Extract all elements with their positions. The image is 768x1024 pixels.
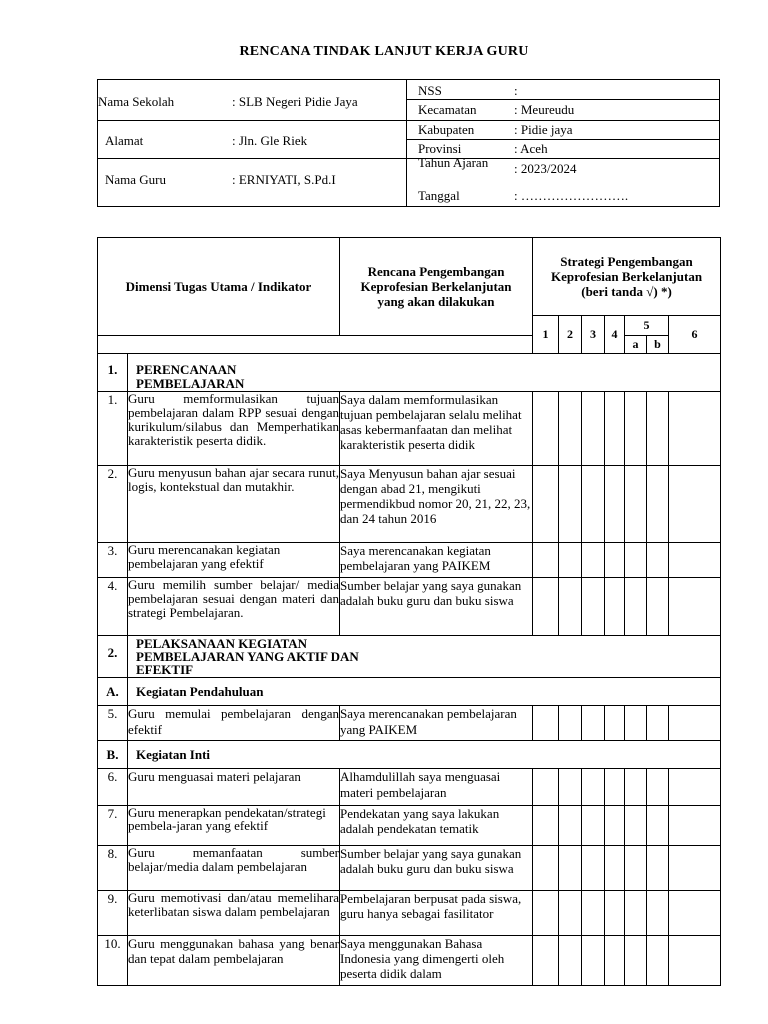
rencana-cell: Pendekatan yang saya lakukan adalah pendekatan tematik — [340, 806, 533, 846]
indikator-cell: Guru menyusun bahan ajar secara runut, logis, kontekstual dan mutakhir. — [128, 466, 340, 543]
check-cell-6[interactable] — [669, 578, 721, 636]
check-cell-3[interactable] — [582, 936, 605, 986]
check-cell-5b[interactable] — [647, 891, 669, 936]
check-cell-5b[interactable] — [647, 806, 669, 846]
nss-label: NSS — [418, 83, 442, 98]
subsection-letter: B. — [98, 741, 128, 769]
check-cell-4[interactable] — [605, 891, 625, 936]
check-cell-6[interactable] — [669, 806, 721, 846]
nss-value: : — [514, 83, 518, 98]
header-dimensi: Dimensi Tugas Utama / Indikator — [98, 238, 340, 336]
tahun-ajaran-value: : 2023/2024 — [514, 161, 577, 176]
tahun-ajaran-label: Tahun Ajaran — [418, 155, 489, 170]
provinsi-label: Provinsi — [418, 141, 462, 156]
tanggal-value: : ……………………. — [514, 188, 629, 203]
check-cell-1[interactable] — [533, 578, 559, 636]
check-cell-4[interactable] — [605, 578, 625, 636]
section-row — [98, 636, 721, 678]
table-row — [98, 392, 721, 466]
indikator-cell: Guru memilih sumber belajar/ media pembelajaran sesuai dengan materi dan strategi Pembelajaran. — [128, 578, 340, 636]
check-cell-2[interactable] — [559, 891, 582, 936]
plan-table — [97, 237, 721, 986]
check-cell-5a[interactable] — [625, 706, 647, 741]
indikator-cell: Guru memanfaatan sumber belajar/media dalam pembelajaran — [128, 846, 340, 891]
provinsi-value: : Aceh — [514, 141, 548, 156]
check-cell-6[interactable] — [669, 466, 721, 543]
check-cell-5a[interactable] — [625, 769, 647, 806]
check-cell-3[interactable] — [582, 846, 605, 891]
row-number: 6. — [98, 769, 128, 806]
col-header-2: 2 — [559, 316, 582, 354]
check-cell-2[interactable] — [559, 706, 582, 741]
check-cell-2[interactable] — [559, 769, 582, 806]
check-cell-1[interactable] — [533, 846, 559, 891]
col-header-3: 3 — [582, 316, 605, 354]
check-cell-5a[interactable] — [625, 936, 647, 986]
col-header-5: 5 — [625, 316, 669, 336]
section-number: 2. — [98, 636, 128, 678]
alamat-value: : Jln. Gle Riek — [232, 133, 308, 148]
check-cell-5b[interactable] — [647, 706, 669, 741]
header-strategi: Strategi Pengembangan Keprofesian Berkelanjutan (beri tanda √) *) — [533, 238, 721, 316]
row-number: 9. — [98, 891, 128, 936]
check-cell-5b[interactable] — [647, 543, 669, 578]
row-number: 2. — [98, 466, 128, 543]
section-number: 1. — [98, 354, 128, 392]
check-cell-5a[interactable] — [625, 578, 647, 636]
check-cell-3[interactable] — [582, 806, 605, 846]
check-cell-4[interactable] — [605, 806, 625, 846]
indikator-cell: Guru menguasai materi pelajaran — [128, 769, 340, 806]
school-info-box — [97, 79, 720, 207]
rencana-cell: Sumber belajar yang saya gunakan adalah buku guru dan buku siswa — [340, 578, 533, 636]
check-cell-5b[interactable] — [647, 936, 669, 986]
indikator-cell: Guru merencanakan kegiatan pembelajaran yang efektif — [128, 543, 340, 578]
row-number: 1. — [98, 392, 128, 466]
rencana-cell: Saya menggunakan Bahasa Indonesia yang dimengerti oleh peserta didik dalam — [340, 936, 533, 986]
table-row — [98, 846, 721, 891]
check-cell-2[interactable] — [559, 543, 582, 578]
table-row — [98, 769, 721, 806]
nama-sekolah-value: : SLB Negeri Pidie Jaya — [232, 94, 358, 109]
check-cell-2[interactable] — [559, 806, 582, 846]
check-cell-5b[interactable] — [647, 392, 669, 466]
table-row — [98, 706, 721, 741]
rencana-cell: Saya merencanakan pembelajaran yang PAIKEM — [340, 706, 533, 741]
subsection-title: Kegiatan Pendahuluan — [128, 678, 721, 706]
table-row — [98, 543, 721, 578]
check-cell-1[interactable] — [533, 543, 559, 578]
check-cell-1[interactable] — [533, 891, 559, 936]
table-row — [98, 806, 721, 846]
col-header-6: 6 — [669, 316, 721, 354]
section-row — [98, 354, 721, 392]
check-cell-2[interactable] — [559, 578, 582, 636]
check-cell-4[interactable] — [605, 936, 625, 986]
check-cell-2[interactable] — [559, 392, 582, 466]
check-cell-5a[interactable] — [625, 392, 647, 466]
check-cell-4[interactable] — [605, 392, 625, 466]
rencana-cell: Sumber belajar yang saya gunakan adalah buku guru dan buku siswa — [340, 846, 533, 891]
kabupaten-value: : Pidie jaya — [514, 122, 573, 137]
check-cell-6[interactable] — [669, 706, 721, 741]
check-cell-5a[interactable] — [625, 466, 647, 543]
check-cell-2[interactable] — [559, 936, 582, 986]
check-cell-5a[interactable] — [625, 806, 647, 846]
table-row — [98, 578, 721, 636]
row-number: 4. — [98, 578, 128, 636]
check-cell-5b[interactable] — [647, 769, 669, 806]
check-cell-2[interactable] — [559, 466, 582, 543]
check-cell-3[interactable] — [582, 891, 605, 936]
subsection-title: Kegiatan Inti — [128, 741, 721, 769]
check-cell-5a[interactable] — [625, 891, 647, 936]
check-cell-3[interactable] — [582, 578, 605, 636]
check-cell-4[interactable] — [605, 543, 625, 578]
rencana-cell: Pembelajaran berpusat pada siswa, guru hanya sebagai fasilitator — [340, 891, 533, 936]
check-cell-1[interactable] — [533, 466, 559, 543]
check-cell-4[interactable] — [605, 466, 625, 543]
table-row — [98, 936, 721, 986]
rencana-cell: Alhamdulillah saya menguasai materi pembelajaran — [340, 769, 533, 806]
check-cell-6[interactable] — [669, 936, 721, 986]
nama-guru-label: Nama Guru — [105, 172, 167, 187]
check-cell-5a[interactable] — [625, 846, 647, 891]
section-title: PERENCANAAN PEMBELAJARAN — [128, 354, 721, 392]
check-cell-4[interactable] — [605, 769, 625, 806]
col-header-1: 1 — [533, 316, 559, 354]
subsection-letter: A. — [98, 678, 128, 706]
col-header-5a: a — [625, 336, 647, 354]
kecamatan-value: : Meureudu — [514, 102, 575, 117]
check-cell-3[interactable] — [582, 543, 605, 578]
header-rencana: Rencana Pengembangan Keprofesian Berkelanjutan yang akan dilakukan — [340, 238, 533, 336]
check-cell-6[interactable] — [669, 769, 721, 806]
subsection-row — [98, 741, 721, 769]
indikator-cell: Guru memotivasi dan/atau memelihara keterlibatan siswa dalam pembelajaran — [128, 891, 340, 936]
nama-guru-value: : ERNIYATI, S.Pd.I — [232, 172, 336, 187]
indikator-cell: Guru menerapkan pendekatan/strategi pembela-jaran yang efektif — [128, 806, 340, 846]
check-cell-1[interactable] — [533, 706, 559, 741]
check-cell-6[interactable] — [669, 891, 721, 936]
check-cell-6[interactable] — [669, 543, 721, 578]
page-title: RENCANA TINDAK LANJUT KERJA GURU — [239, 44, 529, 59]
tanggal-label: Tanggal — [418, 188, 460, 203]
check-cell-6[interactable] — [669, 392, 721, 466]
row-number: 8. — [98, 846, 128, 891]
table-row — [98, 466, 721, 543]
check-cell-5b[interactable] — [647, 846, 669, 891]
rencana-cell: Saya Menyusun bahan ajar sesuai dengan abad 21, mengikuti permendikbud nomor 20, 21, 22, 23, dan 24 tahun 2016 — [340, 466, 533, 543]
alamat-label: Alamat — [105, 133, 144, 148]
check-cell-1[interactable] — [533, 769, 559, 806]
row-number: 3. — [98, 543, 128, 578]
nama-sekolah-label: Nama Sekolah — [98, 94, 175, 109]
check-cell-5b[interactable] — [647, 578, 669, 636]
indikator-cell: Guru memulai pembelajaran dengan efektif — [128, 706, 340, 741]
col-header-4: 4 — [605, 316, 625, 354]
check-cell-2[interactable] — [559, 846, 582, 891]
rencana-cell: Saya merencanakan kegiatan pembelajaran yang PAIKEM — [340, 543, 533, 578]
row-number: 5. — [98, 706, 128, 741]
check-cell-5a[interactable] — [625, 543, 647, 578]
col-header-5b: b — [647, 336, 669, 354]
check-cell-3[interactable] — [582, 466, 605, 543]
kabupaten-label: Kabupaten — [418, 122, 475, 137]
check-cell-1[interactable] — [533, 806, 559, 846]
row-number: 10. — [98, 936, 128, 986]
indikator-cell: Guru menggunakan bahasa yang benar dan tepat dalam pembelajaran — [128, 936, 340, 986]
row-number: 7. — [98, 806, 128, 846]
check-cell-3[interactable] — [582, 392, 605, 466]
table-row — [98, 891, 721, 936]
check-cell-5b[interactable] — [647, 466, 669, 543]
check-cell-6[interactable] — [669, 846, 721, 891]
rencana-cell: Saya dalam memformulasikan tujuan pembelajaran selalu melihat asas kebermanfaatan dan melihat karakteristik peserta didik — [340, 392, 533, 466]
check-cell-4[interactable] — [605, 846, 625, 891]
check-cell-4[interactable] — [605, 706, 625, 741]
subsection-row — [98, 678, 721, 706]
section-title: PELAKSANAAN KEGIATAN PEMBELAJARAN YANG AKTIF DAN EFEKTIF — [128, 636, 721, 678]
check-cell-3[interactable] — [582, 769, 605, 806]
kecamatan-label: Kecamatan — [418, 102, 477, 117]
check-cell-3[interactable] — [582, 706, 605, 741]
check-cell-1[interactable] — [533, 936, 559, 986]
indikator-cell: Guru memformulasikan tujuan pembelajaran dalam RPP sesuai dengan kurikulum/silabus dan Memperhatikan karakteristik peserta didik. — [128, 392, 340, 466]
check-cell-1[interactable] — [533, 392, 559, 466]
